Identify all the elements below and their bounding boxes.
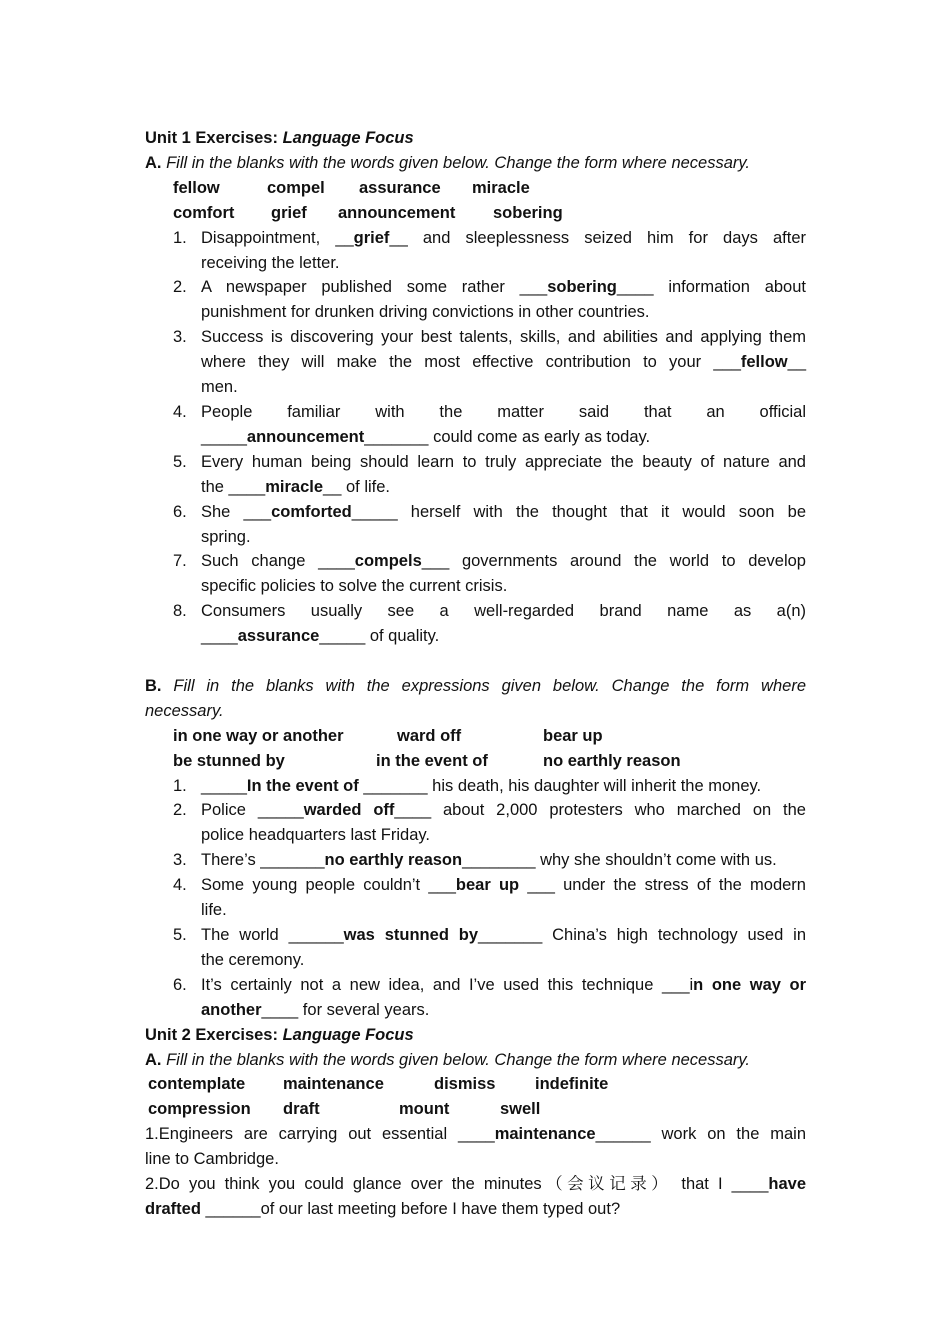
wordbank-word: swell <box>500 1100 541 1119</box>
wordbank-word: fellow <box>173 178 220 197</box>
item-number: 3. <box>173 328 187 347</box>
unit2-partA-wordbank-row2 <box>148 1097 806 1122</box>
wordbank-expression: ward off <box>397 726 462 745</box>
item-text: spring. <box>201 527 251 546</box>
item-text: receiving the letter. <box>201 253 340 272</box>
wordbank-word: announcement <box>338 203 456 222</box>
unit1-partA-instruction <box>145 151 806 176</box>
item-text: specific policies to solve the current crisis. <box>201 577 508 596</box>
exercise-item <box>145 400 806 450</box>
exercise-item <box>145 848 806 873</box>
item-number: 6. <box>173 502 187 521</box>
item-text: ____ information about <box>616 278 806 297</box>
item-answer: grief <box>353 228 390 247</box>
unit1-partB-instruction-line1 <box>145 674 806 699</box>
wordbank-word: miracle <box>472 178 530 197</box>
item-text: Some young people couldn’t ___ <box>201 876 456 895</box>
wordbank-word: comfort <box>173 203 235 222</box>
item-text: ____ for several years. <box>261 1000 430 1019</box>
partA-instruction-text: Fill in the blanks with the words given below. Change the form where necessary. <box>166 1050 750 1069</box>
wordbank-word: maintenance <box>283 1075 384 1094</box>
item-number: 3. <box>173 851 187 870</box>
wordbank-word: compel <box>267 178 325 197</box>
item-text: Consumers usually see a well-regarded brand name as a(n) <box>201 602 806 621</box>
exercise-item <box>145 873 806 923</box>
wordbank-expression: bear up <box>543 726 603 745</box>
item-answer: no earthly reason <box>324 851 463 870</box>
unit2-heading <box>145 1023 806 1048</box>
item-number: 7. <box>173 552 187 571</box>
unit1-partA-wordbank-row2 <box>173 201 806 226</box>
partB-label: B. <box>145 676 162 695</box>
item-text: 1.Engineers are carrying out essential ____ <box>145 1125 495 1144</box>
wordbank-word: contemplate <box>148 1075 246 1094</box>
partB-instruction-text: Fill in the blanks with the expressions given below. Change the form where <box>173 676 806 695</box>
wordbank-word: indefinite <box>535 1075 609 1094</box>
unit1-heading-italic: Language Focus <box>282 129 414 147</box>
unit1-partB-wordbank-row2 <box>173 749 806 774</box>
partA-instruction-text: Fill in the blanks with the words given below. Change the form where necessary. <box>166 153 750 172</box>
exercise-item <box>145 325 806 400</box>
item-answer: comforted <box>271 502 352 521</box>
wordbank-expression: no earthly reason <box>543 751 681 770</box>
exercise-item <box>145 1122 806 1172</box>
item-answer: assurance <box>237 627 320 646</box>
item-text: A newspaper published some rather ___ <box>201 278 548 297</box>
exercise-item <box>145 549 806 599</box>
item-answer: have <box>768 1175 806 1194</box>
wordbank-expression: in the event of <box>376 751 488 770</box>
item-text: ______of our last meeting before I have them typed out? <box>200 1199 621 1218</box>
wordbank-word: grief <box>271 203 307 222</box>
exercise-item <box>145 1172 806 1222</box>
item-text: Police _____ <box>201 801 304 820</box>
wordbank-word: sobering <box>493 203 563 222</box>
item-number: 5. <box>173 452 187 471</box>
partA-label: A. <box>145 153 162 172</box>
exercise-item <box>145 450 806 500</box>
item-number: 1. <box>173 776 187 795</box>
exercise-item <box>145 973 806 1023</box>
wordbank-word: mount <box>399 1100 450 1119</box>
item-answer: fellow <box>740 353 788 372</box>
item-text: ___ governments around the world to develop <box>421 552 806 571</box>
wordbank-word: draft <box>283 1100 320 1119</box>
item-text: _______ China’s high technology used in <box>478 925 806 944</box>
unit2-partA-wordbank-row1 <box>148 1072 806 1097</box>
item-answer: announcement <box>246 427 365 446</box>
item-answer: drafted <box>145 1199 201 1218</box>
item-text: She ___ <box>201 502 272 521</box>
item-number: 8. <box>173 602 187 621</box>
item-text: __ <box>787 353 806 372</box>
exercise-item <box>145 798 806 848</box>
exercise-item <box>145 226 806 276</box>
item-number: 4. <box>173 402 187 421</box>
unit1-partB-wordbank-row1 <box>173 724 806 749</box>
item-answer: maintenance <box>494 1125 596 1144</box>
item-text: _____ <box>201 776 247 795</box>
unit2-heading-bold: Unit 2 Exercises: <box>145 1025 283 1044</box>
item-number: 1. <box>173 228 187 247</box>
item-text: _____ herself with the thought that it would soon be <box>351 502 806 521</box>
item-number: 2. <box>173 801 187 820</box>
wordbank-word: dismiss <box>434 1075 496 1094</box>
item-text: men. <box>201 378 238 397</box>
item-text: life. <box>201 901 227 920</box>
item-text: police headquarters last Friday. <box>201 826 430 845</box>
item-number: 4. <box>173 876 187 895</box>
unit2-heading-italic: Language Focus <box>282 1025 414 1044</box>
wordbank-expression: be stunned by <box>173 751 285 770</box>
item-text: 2.Do you think you could glance over the minutes（会议记录） that I ____ <box>145 1175 769 1194</box>
item-text: punishment for drunken driving convictions in other countries. <box>201 303 650 322</box>
item-answer: n one way or <box>693 975 807 994</box>
item-text: _______ could come as early as today. <box>364 427 651 446</box>
item-answer: In the event of <box>246 776 359 795</box>
unit1-partB-instruction-line2: necessary. <box>145 701 224 720</box>
item-answer: another <box>201 1000 262 1019</box>
item-number: 6. <box>173 975 187 994</box>
item-answer: sobering <box>547 278 617 297</box>
blank-line <box>145 649 806 674</box>
item-answer: was stunned by <box>343 925 479 944</box>
item-text: where they will make the most effective contribution to your ___ <box>201 353 741 372</box>
item-answer: warded off <box>303 801 395 820</box>
item-text: line to Cambridge. <box>145 1150 279 1169</box>
wordbank-expression: in one way or another <box>173 726 344 745</box>
item-text: There’s _______ <box>201 851 325 870</box>
document-page <box>145 126 806 1222</box>
unit1-partA-wordbank-row1 <box>173 176 806 201</box>
item-number: 2. <box>173 278 187 297</box>
item-answer: compels <box>354 552 422 571</box>
exercise-item <box>145 275 806 325</box>
partA-label: A. <box>145 1050 162 1069</box>
item-text: The world ______ <box>201 925 344 944</box>
wordbank-word: assurance <box>359 178 441 197</box>
item-text: ____ about 2,000 protesters who marched on the <box>394 801 806 820</box>
exercise-item <box>145 599 806 649</box>
item-text: _______ his death, his daughter will inherit the money. <box>358 776 762 795</box>
item-text: Such change ____ <box>201 552 355 571</box>
unit1-heading-bold: Unit 1 Exercises: <box>145 129 283 147</box>
item-text: ______ work on the main <box>595 1125 806 1144</box>
item-text: the ceremony. <box>201 950 305 969</box>
item-text: It’s certainly not a new idea, and I’ve used this technique ___i <box>201 975 694 994</box>
item-text: ________ why she shouldn’t come with us. <box>462 851 777 870</box>
item-number: 5. <box>173 925 187 944</box>
item-text: __ of life. <box>323 477 390 496</box>
unit2-partA-instruction <box>145 1048 806 1073</box>
item-text: the ____ <box>201 477 266 496</box>
item-text: Every human being should learn to truly appreciate the beauty of nature and <box>201 452 806 471</box>
item-text: People familiar with the matter said that an official <box>201 402 806 421</box>
exercise-item <box>145 923 806 973</box>
item-text: Success is discovering your best talents, skills, and abilities and applying them <box>201 328 806 347</box>
item-text: Disappointment, __ <box>201 228 354 247</box>
exercise-item <box>145 500 806 550</box>
exercise-item <box>145 774 806 799</box>
item-text: __ and sleeplessness seized him for days after <box>389 228 806 247</box>
item-text: ___ under the stress of the modern <box>519 876 806 895</box>
item-text: _____ <box>201 427 247 446</box>
unit1-heading <box>145 126 806 151</box>
item-answer: bear up <box>455 876 520 895</box>
item-text: ____ <box>201 627 238 646</box>
item-text: _____ of quality. <box>319 627 440 646</box>
wordbank-word: compression <box>148 1100 251 1119</box>
item-answer: miracle <box>265 477 324 496</box>
